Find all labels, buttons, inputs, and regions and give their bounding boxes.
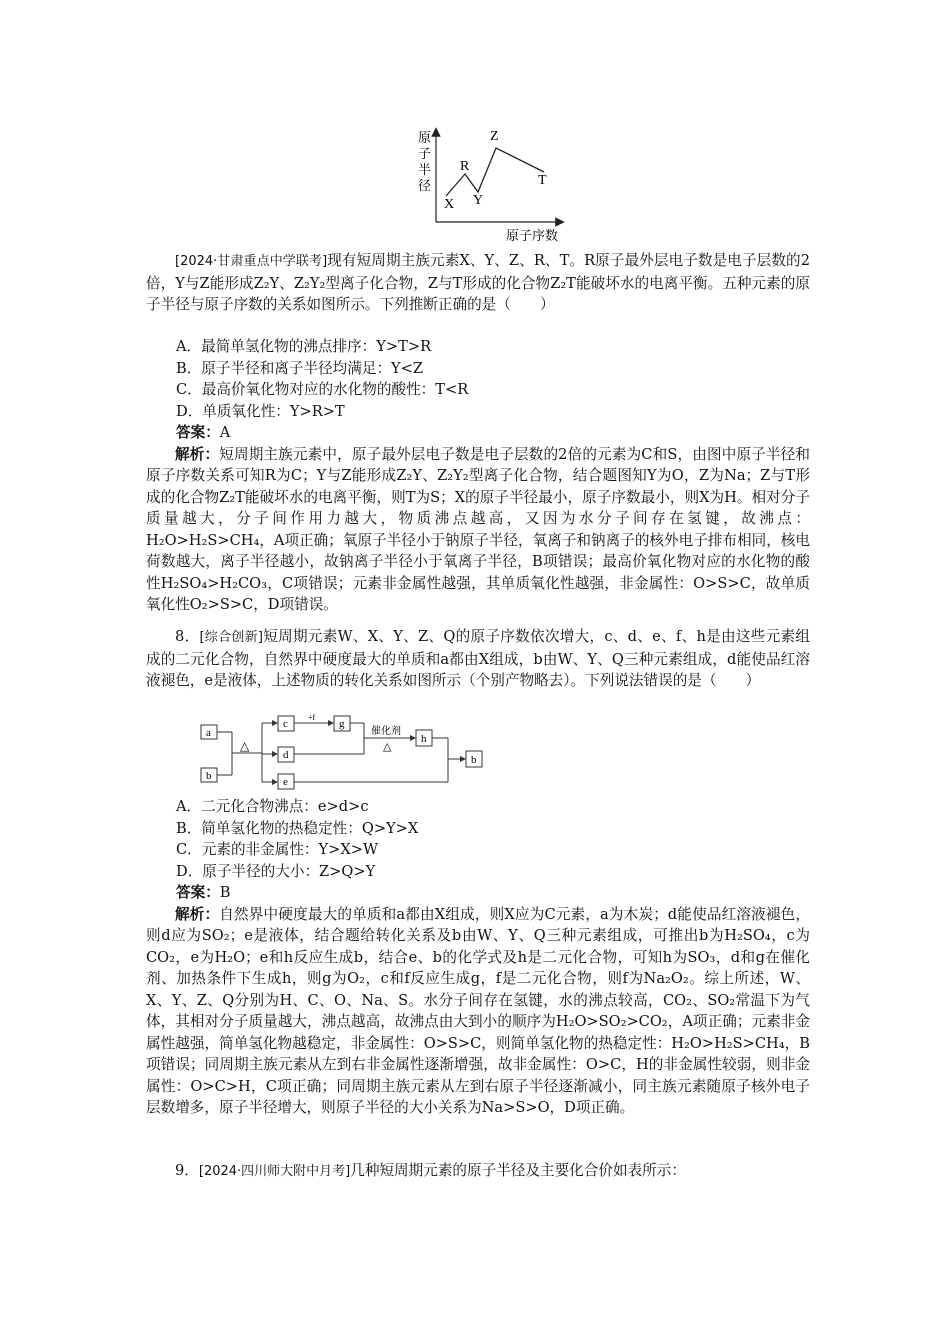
- plus-f-label: +f: [308, 713, 316, 722]
- x-axis-label: 原子序数: [506, 229, 559, 244]
- q8-option-c: C．元素的非金属性：Y>X>W: [176, 841, 378, 858]
- q7-answer-label: 答案：: [176, 424, 220, 441]
- q9-number: 9．: [175, 1162, 199, 1179]
- q7-stem: [146, 250, 810, 316]
- q7-option-d: D．单质氧化性：Y>R>T: [176, 402, 345, 420]
- label-g: g: [339, 718, 345, 730]
- q8-option-b: B．简单氢化物的热稳定性：Q>Y>X: [176, 819, 419, 837]
- q8-option-d: D．原子半径的大小：Z>Q>Y: [176, 862, 376, 880]
- conversion-diagram: [196, 712, 496, 794]
- q7-analysis-text: 短周期主族元素中，原子最外层电子数是电子层数的2倍的元素为C和S，由图中原子半径和原子序数关系可知R为C；Y与Z能形成Z₂Y、Z₂Y₂型离子化合物，结合题图知Y为O，Z为Na；Z与T形成的化合物Z₂T能破坏水的电离平衡，则T为S；X的原子半径最小，原子序数最小，则X为H。相对分子质量越大，分子间作用力越大，物质沸点越高，又因为水分子间存在氢键，故沸点：H₂O>H₂S>CH₄，A项正确；氧原子半径小于钠原子半径，氧离子和钠离子的核外电子排布相同，核电荷数越大，离子半径越小，故钠离子半径小于氧离子半径，B项错误；最高价氧化物对应的水化物的酸性H₂SO₄>H₂CO₃，C项错误；元素非金属性越强，其单质氧化性越强，非金属性：O>S>C，故单质氧化性O₂>S>C，D项错误。: [146, 445, 810, 613]
- label-a: a: [206, 727, 211, 739]
- q7-stem-text: 现有短周期主族元素X、Y、Z、R、T。R原子最外层电子数是电子层数的2倍，Y与Z能形成Z₂Y、Z₂Y₂型离子化合物，Z与T形成的化合物Z₂T能破坏水的电离平衡。五种元素的原子半径与原子序数的关系如图所示。下列推断正确的是（ ）: [146, 252, 810, 313]
- point-label-r: R: [460, 159, 470, 174]
- q8-source: [综合创新]: [199, 630, 263, 645]
- q8-answer-value: B: [219, 884, 231, 901]
- q8-stem-text: 短周期元素W、X、Y、Z、Q的原子序数依次增大，c、d、e、f、h是由这些元素组成的二元化合物，自然界中硬度最大的单质和a都由X组成，b由W、Y、Q三种元素组成，d能使品红溶液褪色，e是液体，上述物质的转化关系如图所示（个别产物略去）。下列说法错误的是（ ）: [146, 628, 810, 689]
- label-b-product: b: [471, 754, 477, 766]
- q9-stem: [146, 1160, 810, 1183]
- point-label-t: T: [538, 173, 547, 188]
- q7-analysis-label: 解析：: [175, 445, 220, 463]
- y-label-3: 半: [418, 163, 432, 178]
- q8-options: [146, 796, 810, 1119]
- q8-stem: [146, 626, 810, 692]
- label-b: b: [206, 770, 212, 782]
- q8-analysis: [146, 904, 810, 1119]
- q7-answer-value: A: [219, 424, 231, 441]
- q9-source: [2024·四川师大附中月考]: [198, 1164, 351, 1179]
- point-label-y: Y: [473, 193, 484, 208]
- heat-symbol-2: △: [383, 741, 392, 753]
- q7-option-a: A．最简单氢化物的沸点排序：Y>T>R: [176, 338, 432, 355]
- q7-option-b: B．原子半径和离子半径均满足：Y<Z: [176, 359, 424, 377]
- q7-options: [146, 336, 810, 616]
- q7-analysis: [146, 444, 810, 616]
- q9-stem-text: 几种短周期元素的原子半径及主要化合价如表所示：: [350, 1162, 686, 1179]
- heat-symbol-1: △: [240, 739, 250, 753]
- radius-chart: [410, 122, 570, 246]
- label-d: d: [283, 749, 289, 761]
- label-h: h: [421, 733, 427, 745]
- y-label-4: 径: [418, 179, 432, 194]
- label-c: c: [283, 718, 288, 730]
- catalyst-label: 催化剂: [371, 726, 401, 737]
- q8-analysis-text: 自然界中硬度最大的单质和a都由X组成，则X应为C元素，a为木炭；d能使品红溶液褪色，则d应为SO₂；e是液体，结合题给转化关系及b由W、Y、Q三种元素组成，可推出b为H₂SO₄，c为CO₂，e为H₂O；e和h反应生成b，结合e、b的化学式及h是二元化合物，可知h为SO₃，d和g在催化剂、加热条件下生成h，则g为O₂，c和f反应生成g，f是二元化合物，则f为Na₂O₂。综上所述，W、X、Y、Z、Q分别为H、C、O、Na、S。水分子间存在氢键，水的沸点较高，CO₂、SO₂常温下为气体，其相对分子质量越大，沸点越高，故沸点由大到小的顺序为H₂O>SO₂>CO₂，A项正确；元素非金属性越强，简单氢化物越稳定，非金属性：O>S>C，则简单氢化物的热稳定性：H₂O>H₂S>CH₄，B项错误；同周期主族元素从左到右非金属性逐渐增强，故非金属性：O>C，H的非金属性较弱，则非金属性：O>C>H，C项正确；同周期主族元素从左到右原子半径逐渐减小，同主族元素随原子核外电子层数增多，原子半径增大，则原子半径的大小关系为Na>S>O，D项正确。: [146, 905, 810, 1116]
- y-label-1: 原: [418, 131, 432, 146]
- point-label-x: X: [444, 197, 455, 212]
- q8-number: 8．: [175, 628, 200, 645]
- q7-source: [2024·甘肃重点中学联考]: [175, 254, 328, 269]
- q8-answer: [146, 882, 810, 904]
- label-e: e: [283, 776, 288, 788]
- y-label-2: 子: [418, 147, 432, 162]
- q8-analysis-label: 解析：: [175, 905, 220, 923]
- q8-answer-label: 答案：: [176, 884, 220, 901]
- q8-option-a: A．二元化合物沸点：e>d>c: [176, 798, 369, 815]
- point-label-z: Z: [490, 129, 499, 144]
- q7-answer: [146, 422, 810, 444]
- q7-option-c: C．最高价氧化物对应的水化物的酸性：T<R: [176, 381, 469, 398]
